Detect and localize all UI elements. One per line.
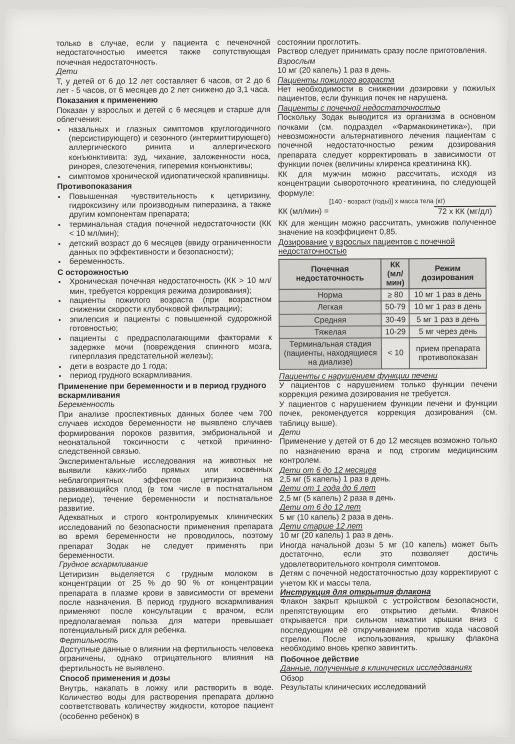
table-cell: Тяжелая bbox=[279, 326, 381, 339]
paragraph: Внутрь, накапать в ложку или растворить в воде. Количество воды для растворения препарата должно соответствовать количеству жидкости, которое пациент (особенно ребенок) в bbox=[59, 682, 274, 721]
paragraph: 10 мг (20 капель) 1 раз в день. bbox=[279, 530, 394, 541]
table-header-cell: КК (мл/мин) bbox=[381, 258, 410, 289]
instruction-leaflet bbox=[4, 7, 511, 740]
right-middle-section bbox=[278, 218, 496, 257]
list-item: • пациенты пожилого возраста (при возрастном снижении скорости клубочковой фильтрации); bbox=[70, 295, 272, 315]
subheading: Дети от 6 до 12 лет bbox=[279, 502, 361, 513]
list-item: • беременность. bbox=[69, 256, 271, 266]
table-row bbox=[279, 313, 486, 326]
list-item: • дети в возрасте до 1 года; bbox=[70, 361, 272, 371]
section-heading: Показания к применению bbox=[56, 95, 158, 106]
paragraph: Флакон закрыт крышкой с устройством безопасности, препятствующим его открытию детьми. Флакон открывается при сильном нажатии крышки вниз с последующим её откручиванием против хода часовой стрелки. После использования, крышку флакона необходимо вновь крепко завинтить. bbox=[280, 596, 499, 654]
table-cell: 10 мг 1 раз в день bbox=[410, 288, 487, 301]
list-item: • назальных и глазных симптомов круглогодичного (персистирующего) и сезонного (интермиттирующего) аллергического ринита и аллергического конъюнктивита: зуд, чихание, заложенности носа, ринорея, слезотечения, гиперемия конъюнктивы; bbox=[69, 124, 271, 172]
right-column bbox=[277, 37, 498, 693]
subheading: Фертильность bbox=[59, 635, 119, 645]
paragraph: Поскольку Зодак выводится из организма в основном почками (см. подраздел «Фармакокинетика»), при невозможности альтернативного лечения пациентам с почечной недостаточностью режим дозирования препарата следует корректировать в зависимости от функции почек (величины клиренса креатинина КК). bbox=[277, 111, 496, 170]
paragraph: КК для женщин можно рассчитать, умножив полученное значение на коэффициент 0,85. bbox=[278, 217, 497, 238]
paragraph: 2,5 мг (5 капель) 1 раз в день. bbox=[279, 474, 392, 484]
paragraph: 5 мг (10 капель) 2 раза в день. bbox=[279, 511, 394, 522]
table-header-cell: Почечная недостаточность bbox=[279, 258, 381, 289]
table-cell: < 10 bbox=[381, 338, 410, 369]
subheading: Беременность bbox=[58, 400, 115, 410]
section-heading: Противопоказания bbox=[56, 181, 132, 192]
paragraph: У пациентов с нарушением только функции печени коррекция режима дозирования не требуется. bbox=[279, 379, 498, 400]
table-cell: 50-79 bbox=[381, 301, 410, 313]
bullet-list bbox=[57, 124, 271, 182]
subheading: Дети от 1 года до 6 лет bbox=[279, 483, 376, 494]
table-header-row bbox=[279, 258, 486, 290]
table-cell: 10 мг 1 раз в день bbox=[410, 301, 487, 314]
left-column bbox=[56, 38, 274, 721]
paragraph: Детям с почечной недостаточностью дозу корректируют с учетом КК и массы тела. bbox=[280, 567, 499, 588]
paragraph: состоянии проглотить. bbox=[277, 37, 361, 47]
table-cell: 30-49 bbox=[381, 313, 410, 325]
table-cell: Терминальная стадия (пациенты, находящиеся на диализе) bbox=[279, 338, 381, 369]
table-cell: Легкая bbox=[279, 301, 381, 314]
table-cell: 5 мг 1 раз в день bbox=[410, 313, 487, 326]
list-item: • период грудного вскармливания. bbox=[70, 370, 272, 380]
paragraph: 2,5 мг (5 капель) 2 раза в день. bbox=[279, 493, 396, 503]
subheading: Пациенты с почечной недостаточностью bbox=[277, 102, 441, 113]
subheading: Дети bbox=[56, 67, 78, 77]
section-heading: Способ применения и дозы bbox=[59, 673, 171, 684]
subheading: Дети bbox=[279, 427, 301, 437]
table-cell: ≥ 80 bbox=[381, 289, 410, 301]
paragraph: Результаты клинических исследований bbox=[280, 682, 426, 692]
list-item: • симптомов хронической идиопатической крапивницы. bbox=[69, 171, 271, 181]
paragraph: У пациентов с нарушением функции печени и функции почек, рекомендуется коррекция дозирования (см. таблицу выше). bbox=[279, 398, 498, 428]
subheading: Дети от 6 до 12 месяцев bbox=[279, 465, 377, 475]
paragraph: При анализе проспективных данных более чем 700 случаев исходов беременности не выявлено случаев формирования пороков развития, эмбриональной и неонатальной токсичности с четкой причинно-следственной связью. bbox=[58, 408, 273, 457]
paragraph: Обзор bbox=[280, 673, 304, 683]
right-bottom-section bbox=[279, 370, 499, 692]
table-cell: 10-29 bbox=[381, 325, 410, 337]
list-item: • эпилепсия и пациенты с повышенной судорожной готовностью; bbox=[70, 314, 272, 334]
paragraph: 10 мг (20 капель) 1 раз в день. bbox=[277, 65, 392, 76]
paragraph: Экспериментальные исследования на животных не выявили каких-либо прямых или косвенных неблагоприятных эффектов цетиризина на развивающийся плод (в том числе в постнатальном периоде), течение беременности и постнатальное развитие. bbox=[58, 455, 273, 513]
paragraph: Раствор следует принимать сразу после приготовления. bbox=[277, 46, 488, 57]
paragraph: КК для мужчин можно рассчитать, исходя из концентрации сывороточного креатинина, по следующей формуле: bbox=[277, 168, 497, 198]
creatinine-clearance-formula bbox=[278, 198, 496, 218]
subheading: Данные, полученные в клинических исследованиях bbox=[280, 663, 472, 674]
paragraph: Нет необходимости в снижении дозировки у пожилых пациентов, если функция почек не нарушена. bbox=[277, 83, 496, 104]
paragraph: Т, у детей от 6 до 12 лет составляет 6 часов, от 2 до 6 лет - 5 часов, от 6 месяцев до 2 лет снижено до 3,1 часа. bbox=[56, 75, 271, 96]
table-cell: Норма bbox=[279, 289, 381, 302]
table-cell: Средняя bbox=[279, 313, 381, 326]
table-cell: 5 мг через день bbox=[410, 325, 487, 338]
section-heading: Побочное действие bbox=[280, 654, 359, 664]
bullet-list bbox=[57, 276, 272, 381]
bullet-list bbox=[57, 190, 271, 266]
dosing-table bbox=[278, 257, 487, 369]
table-header-cell: Режим дозирования bbox=[409, 258, 486, 289]
table-row bbox=[279, 337, 486, 369]
subheading: Грудное вскармливание bbox=[58, 559, 148, 570]
subheading: Дети старше 12 лет bbox=[279, 521, 363, 531]
paragraph: Иногда начальной дозы 5 мг (10 капель) может быть достаточно, если это позволяет достичь удовлетворительного контроля симптомов. bbox=[279, 539, 498, 569]
subheading: Пациенты с нарушением функции печени bbox=[278, 370, 438, 381]
paragraph: Цетиризин выделяется с грудным молоком в концентрации от 25 % до 90 % от концентрации препарата в плазме крови в зависимости от времени после назначения. В период грудного вскармливания применяют после консультации с врачом, если предполагаемая польза для матери превышает потенциальный риск для ребенка. bbox=[59, 568, 274, 636]
list-item: • Хроническая почечная недостаточность (КК > 10 мл/мин, требуется коррекция режима дозирования); bbox=[69, 276, 271, 296]
paragraph: Доступные данные о влиянии на фертильность человека ограничены, однако отрицательного влияния на фертильность не выявлено. bbox=[59, 643, 274, 673]
formula-numerator: [140 - возраст (годы)] х масса тела (кг) bbox=[329, 197, 446, 206]
underlined-heading: Дозирование у взрослых пациентов с почечной недостаточностью bbox=[278, 236, 455, 257]
table-cell: прием препарата противопоказан bbox=[410, 337, 487, 368]
paragraph: только в случае, если у пациента с печеночной недостаточностью имеется также сопутствующая почечная недостаточность. bbox=[56, 37, 271, 67]
paragraph: Применение у детей от 6 до 12 месяцев возможно только по назначению врача и под строгим медицинским контролем. bbox=[279, 436, 498, 466]
formula-lhs: КК (мл/мин) = bbox=[278, 206, 329, 216]
subheading: Взрослым bbox=[277, 56, 316, 66]
table-row bbox=[279, 325, 486, 338]
list-item: • пациенты с предрасполагающими факторами к задержке мочи (повреждения спинного мозга, гиперплазия предстательной железы); bbox=[70, 333, 272, 362]
paragraph: Адекватных и строго контролируемых клинических исследований по безопасности применения препарата во время беременности не проводилось, поэтому препарат Зодак не следует применять при беременности. bbox=[58, 512, 273, 560]
right-top-section bbox=[277, 37, 496, 198]
table-row bbox=[279, 288, 486, 301]
paragraph: Показан у взрослых и детей с 6 месяцев и старше для облегчения: bbox=[56, 104, 271, 125]
table-row bbox=[279, 301, 486, 314]
section-heading: С осторожностью bbox=[57, 267, 129, 277]
list-item: • детский возраст до 6 месяцев (ввиду ограниченности данных по эффективности и безопасности); bbox=[69, 237, 271, 257]
section-heading: Инструкция для открытия флакона bbox=[280, 587, 431, 597]
subheading: Пациенты пожилого возраста bbox=[277, 74, 395, 85]
section-heading: Применение при беременности и в период грудного вскармливания bbox=[58, 380, 267, 401]
list-item: • Повышенная чувствительность к цетиризину, гидроксизину или производным пиперазина, а также другим компонентам препарата; bbox=[69, 190, 271, 219]
list-item: • терминальная стадия почечной недостаточности (КК < 10 мл/мин); bbox=[69, 219, 271, 239]
formula-denominator: 72 х КК (мг/дл) bbox=[434, 206, 496, 217]
